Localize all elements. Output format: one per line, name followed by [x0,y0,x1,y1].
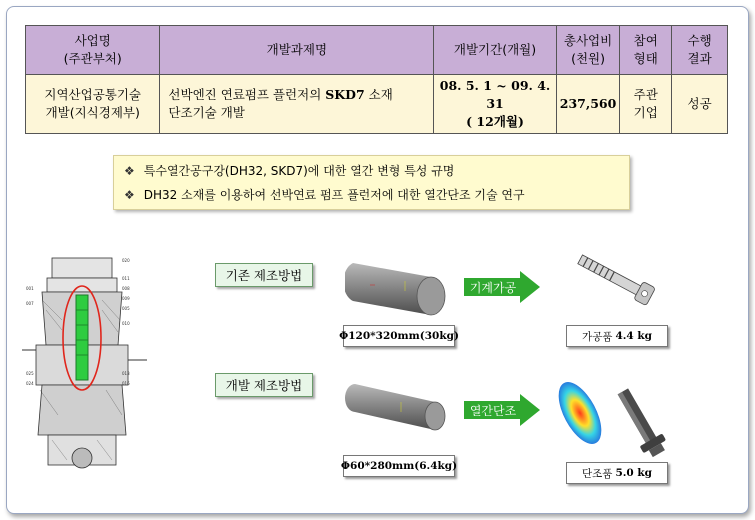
header-participation: 참여 형태 [620,26,672,75]
machining-process-label: 기계가공 [469,280,517,295]
forged-part-caption [566,462,668,484]
cell-result: 성공 [672,75,728,134]
small-billet-image [345,372,453,434]
bullet-item [124,162,454,179]
period-months: ( 12개월) [466,114,524,129]
svg-text:025: 025 [26,371,34,376]
svg-text:011: 011 [122,276,130,281]
developed-billet-caption [340,455,458,477]
developed-method-label: 개발 제조방법 [215,373,313,397]
billet-dimension-text: Φ60*280mm(6.4kg) [340,460,458,472]
machined-part-name: 가공품 [582,330,613,343]
table-row [26,75,728,134]
cell-project-name: 지역산업공통기술 개발(지식경제부) [26,75,160,134]
task-name-material: SKD7 [325,87,365,102]
period-dates: 08. 5. 1 ~ 09. 4. 31 [439,78,551,111]
hot-forging-process-label: 열간단조 [469,403,517,418]
machining-process-arrow [464,271,540,303]
svg-text:001: 001 [26,286,34,291]
header-result: 수행 결과 [672,26,728,75]
task-name-part2: 소재 단조기술 개발 [168,87,393,120]
svg-text:016: 016 [122,381,130,386]
forged-part-image [610,383,670,463]
hot-forging-process-arrow [464,394,540,426]
pump-cross-section-drawing [22,250,147,475]
table-header-row [26,26,728,75]
forged-part-weight: 5.0 kg [615,467,652,479]
machined-part-weight: 4.4 kg [615,330,652,342]
machined-part-caption [566,325,668,347]
header-period: 개발기간(개월) [434,26,557,75]
svg-text:024: 024 [26,381,34,386]
existing-billet-caption [339,325,459,347]
diamond-bullet-icon: ❖ [124,187,135,202]
svg-text:009: 009 [122,296,130,301]
large-billet-image [345,255,453,317]
svg-text:007: 007 [26,301,34,306]
cell-participation: 주관 기업 [620,75,672,134]
header-task-name: 개발과제명 [160,26,434,75]
svg-text:013: 013 [122,371,130,376]
machined-part-image [565,245,673,315]
cell-task-name [160,75,434,134]
diamond-bullet-icon: ❖ [124,163,135,178]
bullet-item [124,186,525,203]
svg-text:010: 010 [122,321,130,326]
bullet-text: 특수열간공구강(DH32, SKD7)에 대한 열간 변형 특성 규명 [143,164,455,178]
forged-part-name: 단조품 [582,467,613,480]
bullet-text: DH32 소재를 이용하여 선박연료 펌프 플런저에 대한 열간단조 기술 연구 [143,188,525,202]
svg-text:005: 005 [122,306,130,311]
task-name-part1: 선박엔진 연료펌프 플런저의 [168,87,326,102]
cell-budget: 237,560 [556,75,620,134]
header-project-name: 사업명 (주관부처) [26,26,160,75]
forging-simulation-image [545,378,615,448]
header-budget: 총사업비 (천원) [556,26,620,75]
cell-period [434,75,557,134]
existing-method-label: 기존 제조방법 [215,263,313,287]
billet-dimension-text: Φ120*320mm(30kg) [339,330,459,342]
svg-text:020: 020 [122,258,130,263]
research-goals-box [113,155,630,210]
project-summary-table [25,25,728,134]
svg-text:008: 008 [122,286,130,291]
